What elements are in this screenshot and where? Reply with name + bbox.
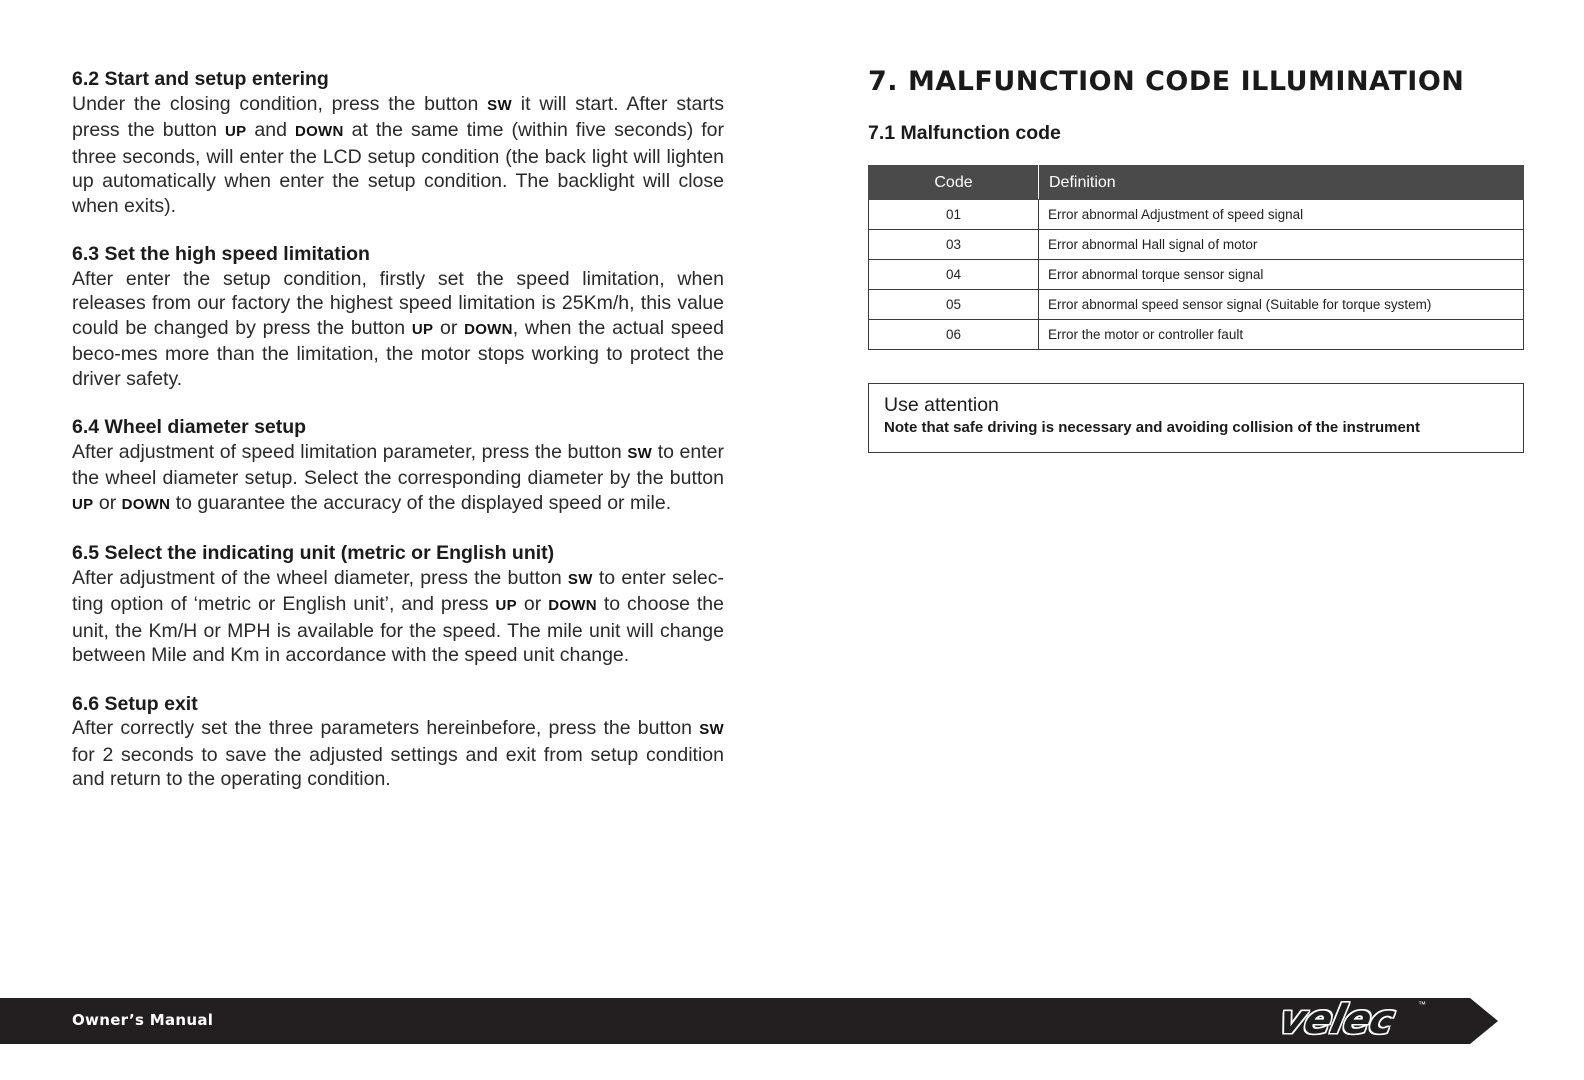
button-keyword-up: UP	[72, 495, 94, 513]
section-6-4	[72, 415, 724, 517]
velec-logo	[1275, 996, 1430, 1044]
code-cell: 04	[869, 260, 1039, 290]
button-keyword-down: DOWN	[121, 495, 171, 513]
code-cell: 03	[869, 230, 1039, 260]
table-row	[869, 230, 1524, 260]
section-heading: 6.5 Select the indicating unit (metric or English unit)	[72, 542, 555, 564]
definition-cell: Error abnormal Hall signal of motor	[1039, 230, 1524, 260]
button-keyword-up: UP	[411, 320, 434, 338]
trademark-mark: ™	[1418, 1000, 1426, 1009]
chapter-title: 7. MALFUNCTION CODE ILLUMINATION	[868, 66, 1465, 97]
section-body	[72, 92, 724, 219]
button-keyword-up: UP	[224, 123, 247, 140]
section-heading: 6.6 Setup exit	[72, 692, 198, 715]
button-keyword-sw: SW	[487, 96, 512, 114]
table-row	[869, 320, 1524, 350]
definition-cell: Error the motor or controller fault	[1039, 320, 1524, 350]
body-text: at the same time (within five seconds) for three seconds, will enter the LCD setup condition (the back light will lighten up automatically when enter the setup condition. The backlight will close when exits).	[72, 119, 725, 217]
table-row	[869, 260, 1524, 290]
body-text: or	[433, 316, 465, 339]
table-row	[869, 290, 1524, 320]
body-text: Under the closing condition, press the button	[72, 92, 488, 115]
section-heading: 6.2 Start and setup entering	[72, 68, 329, 90]
column-header-code: Code	[869, 166, 1039, 200]
body-text: to enter selec-ting option of ‘metric or English unit’, and press	[72, 566, 724, 615]
body-text: After adjustment of the wheel diameter, press the button	[72, 566, 568, 589]
body-text: to enter the wheel diameter setup. Select the corresponding diameter by the button	[72, 440, 724, 489]
section-heading: 6.4 Wheel diameter setup	[72, 416, 307, 438]
body-text: and	[246, 119, 295, 141]
section-heading: 6.3 Set the high speed limitation	[72, 243, 370, 265]
subsection-title: 7.1 Malfunction code	[868, 122, 1061, 144]
footer-bar	[0, 996, 1500, 1046]
section-6-6	[72, 692, 724, 792]
use-attention-box	[868, 383, 1524, 453]
section-body	[72, 267, 724, 392]
attention-title: Use attention	[884, 394, 999, 416]
section-6-5	[72, 541, 724, 668]
body-text: to guarantee the accuracy of the displayed speed or mile.	[170, 491, 672, 514]
button-keyword-sw: SW	[567, 570, 593, 588]
attention-text: Note that safe driving is necessary and avoiding collision of the instrument	[884, 419, 1420, 436]
body-text: After adjustment of speed limitation parameter, press the button	[72, 440, 628, 463]
code-cell: 05	[869, 290, 1039, 320]
section-body	[72, 716, 724, 792]
left-column	[72, 67, 724, 816]
body-text: or	[93, 491, 122, 514]
body-text: After correctly set the three parameters hereinbefore, press the button	[72, 717, 700, 739]
section-body	[72, 440, 724, 518]
definition-cell: Error abnormal torque sensor signal	[1039, 260, 1524, 290]
logo-wordmark: velec	[1275, 997, 1398, 1043]
code-cell: 06	[869, 320, 1039, 350]
body-text: or	[516, 593, 549, 615]
section-6-3	[72, 242, 724, 391]
section-body	[72, 566, 724, 668]
body-text: , when the actual speed beco-mes more than the limitation, the motor stops working to protect the driver safety.	[72, 316, 724, 390]
section-6-2	[72, 67, 724, 218]
footer-label: Owner’s Manual	[72, 1011, 214, 1029]
body-text: for 2 seconds to save the adjusted settings and exit from setup condition and return to the operating condition.	[72, 743, 724, 790]
button-keyword-down: DOWN	[294, 123, 344, 140]
body-text: After enter the setup condition, firstly set the speed limitation, when releases from our factory the highest speed limitation is 25Km/h, this value could be changed by press the button	[72, 267, 724, 339]
body-text: to choose the unit, the Km/H or MPH is available for the speed. The mile unit will change between Mile and Km in accordance with the speed unit change.	[72, 593, 724, 666]
column-header-definition: Definition	[1039, 166, 1524, 200]
button-keyword-down: DOWN	[464, 320, 513, 338]
button-keyword-down: DOWN	[548, 597, 597, 614]
malfunction-code-table	[868, 165, 1524, 350]
definition-cell: Error abnormal Adjustment of speed signal	[1039, 200, 1524, 230]
definition-cell: Error abnormal speed sensor signal (Suitable for torque system)	[1039, 290, 1524, 320]
button-keyword-sw: SW	[699, 721, 724, 738]
body-text: it will start. After starts press the button	[72, 92, 725, 141]
button-keyword-sw: SW	[627, 444, 653, 462]
right-column	[868, 62, 1524, 453]
table-header-row	[869, 166, 1524, 200]
code-cell: 01	[869, 200, 1039, 230]
button-keyword-up: UP	[495, 597, 517, 614]
table-row	[869, 200, 1524, 230]
